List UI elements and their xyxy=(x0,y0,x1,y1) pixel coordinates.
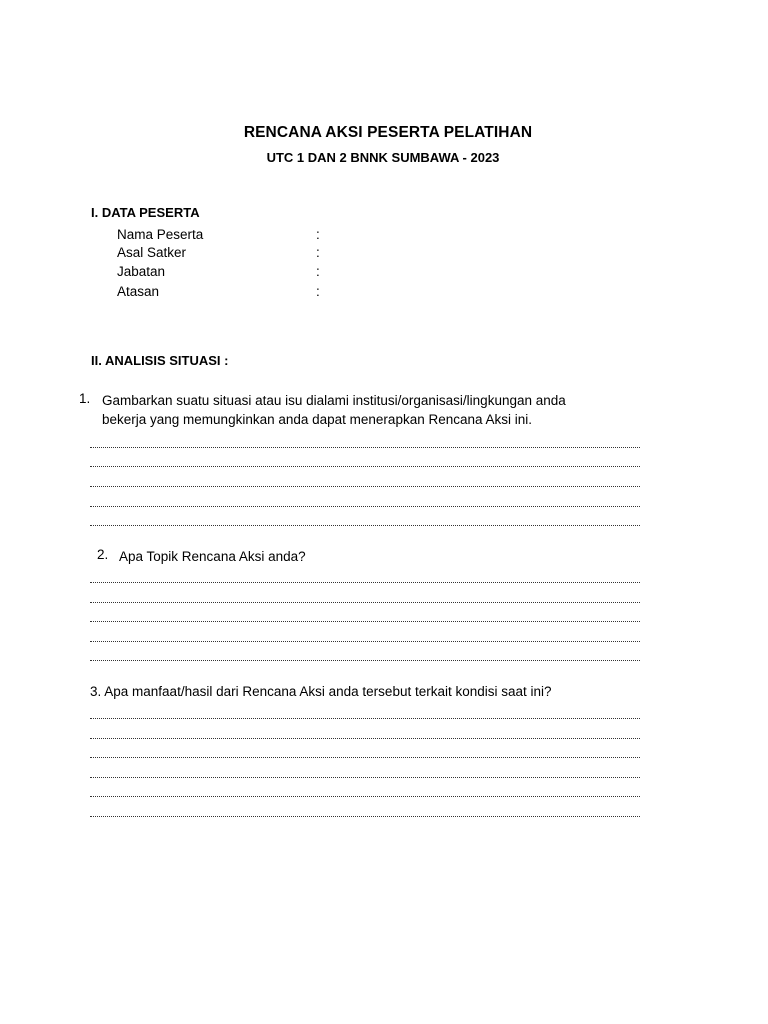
field-label: Jabatan xyxy=(117,264,166,279)
document-subtitle: UTC 1 DAN 2 BNNK SUMBAWA - 2023 xyxy=(266,150,500,165)
answer-line[interactable] xyxy=(90,641,640,642)
answer-line[interactable] xyxy=(90,582,640,583)
question-3-text: 3. Apa manfaat/hasil dari Rencana Aksi anda tersebut terkait kondisi saat ini? xyxy=(90,684,552,699)
field-row-atasan xyxy=(117,284,417,302)
question-2-number: 2. xyxy=(97,547,109,562)
answer-line[interactable] xyxy=(90,718,640,719)
question-1-text-line-2: bekerja yang memungkinkan anda dapat menerapkan Rencana Aksi ini. xyxy=(102,412,533,427)
section-heading-analisis-situasi: II. ANALISIS SITUASI : xyxy=(91,353,229,368)
field-colon: : xyxy=(316,245,320,260)
answer-line[interactable] xyxy=(90,777,640,778)
answer-line[interactable] xyxy=(90,757,640,758)
field-colon: : xyxy=(316,227,320,242)
document-title: RENCANA AKSI PESERTA PELATIHAN xyxy=(243,124,533,141)
field-colon: : xyxy=(316,284,320,299)
field-label: Asal Satker xyxy=(117,245,187,260)
field-row-jabatan xyxy=(117,264,417,282)
answer-line[interactable] xyxy=(90,796,640,797)
question-1-number: 1. xyxy=(79,391,91,406)
answer-line[interactable] xyxy=(90,621,640,622)
answer-line[interactable] xyxy=(90,816,640,817)
answer-line[interactable] xyxy=(90,660,640,661)
answer-line[interactable] xyxy=(90,447,640,448)
field-label: Atasan xyxy=(117,284,160,299)
answer-line[interactable] xyxy=(90,466,640,467)
answer-line[interactable] xyxy=(90,602,640,603)
answer-line[interactable] xyxy=(90,506,640,507)
field-row-nama-peserta xyxy=(117,227,417,245)
field-colon: : xyxy=(316,264,320,279)
section-heading-data-peserta: I. DATA PESERTA xyxy=(91,205,200,220)
question-1-text-line-1: Gambarkan suatu situasi atau isu dialami institusi/organisasi/lingkungan anda xyxy=(102,393,566,408)
answer-line[interactable] xyxy=(90,525,640,526)
field-row-asal-satker xyxy=(117,245,417,263)
field-label: Nama Peserta xyxy=(117,227,204,242)
answer-line[interactable] xyxy=(90,738,640,739)
answer-line[interactable] xyxy=(90,486,640,487)
question-2-text: Apa Topik Rencana Aksi anda? xyxy=(119,549,306,564)
